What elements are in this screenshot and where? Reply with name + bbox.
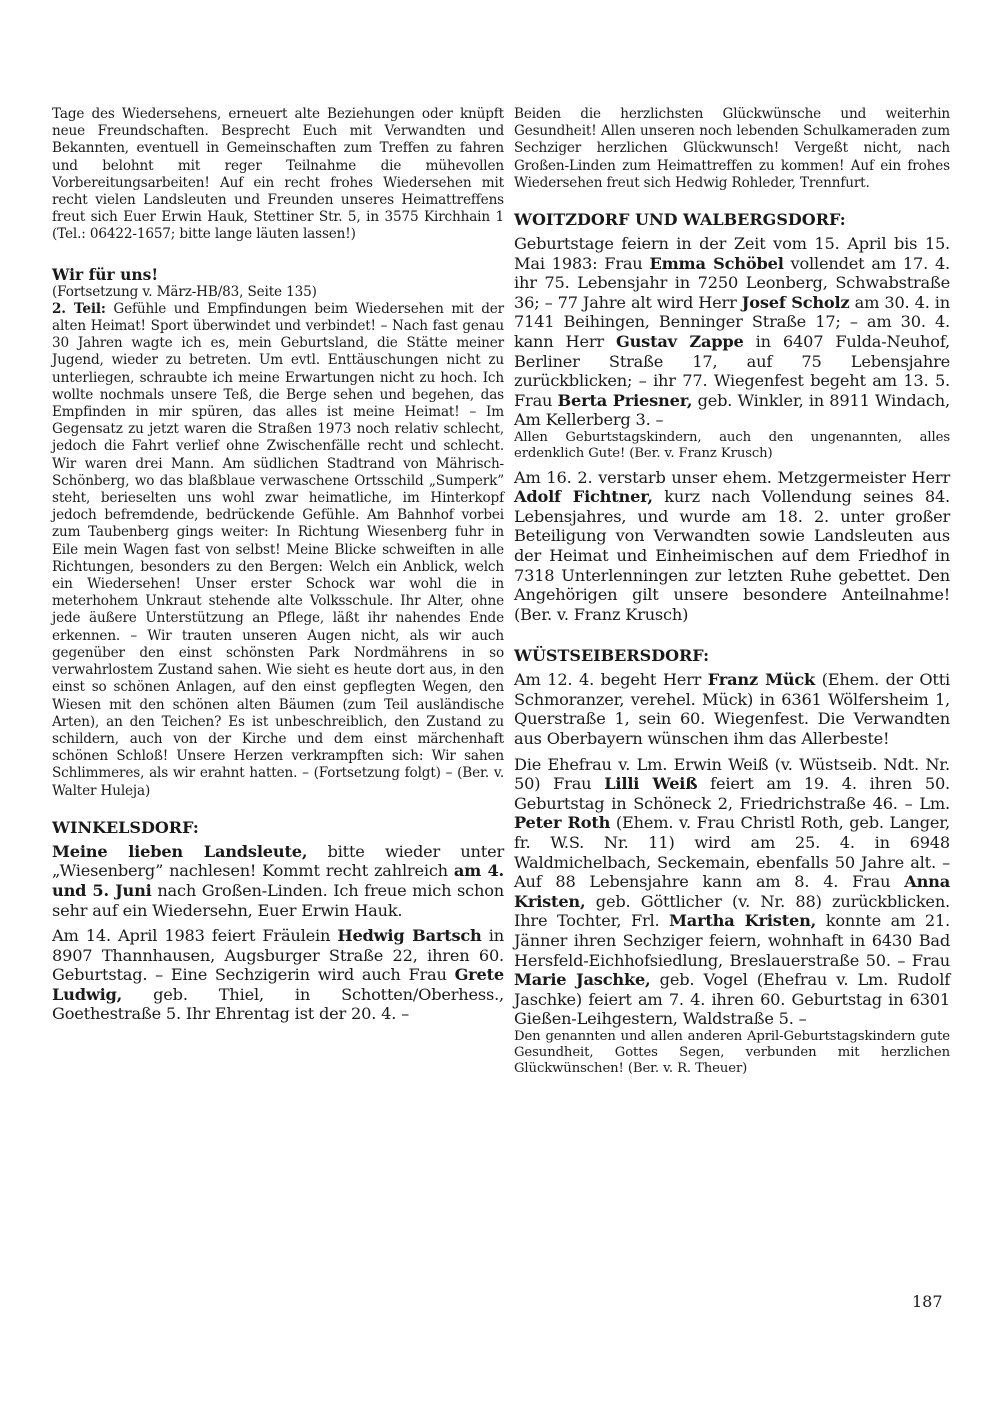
- left-column: [52, 106, 504, 1024]
- person-name: Franz Mück: [707, 670, 816, 690]
- text-span: nach Großen-Linden. Ich freue mich schon sehr auf ein Wiedersehn, Euer Erwin Hauk.: [52, 880, 504, 920]
- wuestseibersdorf-greeting: Den genannten und allen anderen April-Geburtstagskindern gute Gesundheit, Gottes Segen, verbunden mit herzlichen Glückwünschen! (Ber. v. R. Theuer): [514, 1028, 950, 1076]
- person-name: Lilli Weiß: [604, 774, 698, 794]
- winkelsdorf-paragraph-2: [52, 926, 504, 1024]
- person-name: Berta Priesner,: [557, 390, 693, 410]
- text-span: Geburtstage feiern in der Zeit vom 15. April bis 15. Mai 1983: Frau: [514, 234, 950, 273]
- wuestseibersdorf-paragraph-1: [514, 670, 950, 748]
- person-name: Gustav Zappe: [615, 331, 744, 351]
- article-text: Gefühle und Empfindungen beim Wiedersehen mit der alten Heimat! Sport überwindet und verbindet! – Nach fast genau 30 Jahren wagte ich es, mein Geburtsland, die Stätte meiner Jugend, wieder zu betreten. Um evtl. Enttäuschungen nicht zu unterliegen, schraubte ich meine Erwartungen nicht zu hoch. Ich wollte nochmals unsere Teß, die Berge sehen und begehen, das Empfinden in mir spüren, das alles ist meine Heimat! – Im Gegensatz zu jetzt waren die Straßen 1973 noch relativ schlecht, jedoch die Fahrt verlief ohne Zwischenfälle recht und schlecht. Wir waren drei Mann. Am südlichen Stadtrand von Mährisch-Schönberg, wo das blaßblaue verwaschene Ortsschild „Sumperk” steht, berieselten uns wohl zwar heimatliche, im Hinterkopf jedoch befremdende, bedrückende Gefühle. Am Bahnhof vorbei zum Taubenberg gings weiter: In Richtung Wiesenberg fuhr in Eile mein Wagen fast von selbst! Meine Blicke schweiften in alle Richtungen, besonders zu den Bergen: Welch ein Anblick, welch ein Wiedersehen! Unser erster Schock war wohl die in meterhohem Unkraut stehende alte Volksschule. Ihr Alter, ohne jede äußere Unterstützung an Pflege, läßt ihr nahendes Ende erkennen. – Wir trauten unseren Augen nicht, als wir auch gegenüber den einst schönsten Park Nordmährens in so verwahrlostem Zustand sahen. Wie sieht es heute dort aus, in den einst so schönen Anlagen, auf den einst gepflegten Wegen, den Wiesen mit den schönen alten Bäumen (zum Teil ausländische Arten), an den Teichen? Es ist unbeschreiblich, den Zustand zu schildern, auch von der Kirche und dem einst märchenhaft schönen Schloß! Unsere Herzen verkrampften sich: Wir sahen Schlimmeres, als wir erahnt hatten. – (Fortsetzung folgt) – (Ber. v. Walter Huleja): [52, 300, 504, 799]
- text-span: (Ehem. v. Frau Christl Roth, geb. Langer, fr. W.S. Nr. 11) wird am 25. 4. in 6948 Waldmichelbach, Seckemain, ebenfalls 50 Jahre alt. – Auf 88 Lebensjahre kann am 8. 4. Frau: [514, 813, 950, 892]
- page-number: 187: [912, 1292, 943, 1311]
- person-name: Marie Jaschke,: [514, 970, 651, 990]
- text-span: (Ehem. der Otti Schmoranzer, verehel. Mück) in 6361 Wölfersheim 1, Querstraße 1, sein 60. Wiegenfest. Die Verwandten aus Oberbayern wünschen ihm das Allerbeste!: [514, 670, 950, 749]
- text-span: geb. Winkler, in 8911 Windach, Am Kellerberg 3. –: [514, 390, 950, 430]
- text-span: vollendet am 17. 4. ihr 75. Lebensjahr in 7250 Leonberg, Schwabstraße 36; – 77 Jahre alt wird Herr: [514, 253, 950, 312]
- woitzdorf-greeting: Allen Geburtstagskindern, auch den ungenannten, alles erdenklich Gute! (Ber. v. Franz Krusch): [514, 429, 950, 461]
- text-span: am 30. 4. in 7141 Beihingen, Benninger Straße 17; – am 30. 4. kann Herr: [514, 292, 950, 351]
- person-name: Adolf Fichtner,: [514, 487, 653, 507]
- text-span: geb. Vogel (Ehefrau v. Lm. Rudolf Jaschke) feiert am 7. 4. ihren 60. Geburtstag in 6301 Gießen-Leihgestern, Waldstraße 5. –: [514, 970, 950, 1029]
- section-heading-woitzdorf: WOITZDORF UND WALBERGSDORF:: [514, 210, 846, 230]
- bold-date: am 4. und 5. Juni: [52, 861, 504, 900]
- text-span: kurz nach Vollendung seines 84. Lebensjahres, und wurde am 18. 2. unter großer Beteiligung von Verwandten sowie Landsleuten aus der Heimat und Einheimischen auf dem Friedhof in 7318 Unterlenningen zur letzten Ruhe gebettet. Den Angehörigen gilt unsere besondere Anteilnahme! (Ber. v. Franz Krusch): [514, 487, 950, 624]
- person-name: Hedwig Bartsch: [337, 926, 482, 946]
- text-span: geb. Göttlicher (v. Nr. 88) zurückblicken. Ihre Tochter, Frl.: [514, 891, 950, 931]
- intro-paragraph: Tage des Wiedersehens, erneuert alte Beziehungen oder knüpft neue Freundschaften. Besprecht Euch mit Verwandten und Bekannten, eventuell in Gemeinschaften zum Treffen zu fahren und belohnt mit reger Teilnahme die mühevollen Vorbereitungsarbeiten! Auf ein recht frohes Wiedersehen mit recht vielen Landsleuten und Freunden unseres Heimattreffens freut sich Euer Erwin Hauk, Stettiner Str. 5, in 3575 Kirchhain 1 (Tel.: 06422-1657; bitte lange läuten lassen!): [52, 106, 504, 243]
- bold-greeting: Meine lieben Landsleute,: [52, 841, 308, 861]
- article-body: [52, 301, 504, 800]
- text-span: Am 12. 4. begeht Herr: [514, 670, 708, 690]
- section-heading-wuestseibersdorf: WÜSTSEIBERSDORF:: [514, 646, 709, 666]
- person-name: Peter Roth: [514, 813, 611, 833]
- person-name: Emma Schöbel: [649, 253, 784, 273]
- text-span: in 8907 Thannhausen, Augsburger Straße 22, ihren 60. Geburtstag. – Eine Sechzigerin wird auch Frau: [52, 926, 504, 985]
- article-continuation-note: (Fortsetzung v. März-HB/83, Seite 135): [52, 283, 317, 300]
- person-name: Grete Ludwig,: [52, 965, 504, 1004]
- text-span: konnte am 21. Jänner ihren Sechziger feiern, wohnhaft in 6430 Bad Hersfeld-Eichhofsiedlung, Breslauerstraße 50. – Frau: [514, 911, 950, 970]
- right-column: [514, 106, 950, 1076]
- text-span: Die Ehefrau v. Lm. Erwin Weiß (v. Wüstseib. Ndt. Nr. 50) Frau: [514, 754, 950, 794]
- text-span: Am 16. 2. verstarb unser ehem. Metzgermeister Herr: [514, 467, 950, 487]
- woitzdorf-paragraph-1: [514, 234, 950, 430]
- text-span: bitte wieder unter „Wiesenberg” nachlesen! Kommt recht zahlreich: [52, 841, 505, 881]
- text-span: feiert am 19. 4. ihren 50. Geburtstag in Schöneck 2, Friedrichstraße 46. – Lm.: [514, 774, 950, 813]
- article-title: Wir für uns!: [52, 264, 159, 284]
- person-name: Josef Scholz: [741, 292, 850, 312]
- person-name: Anna Kristen,: [514, 872, 950, 911]
- text-span: Am 14. April 1983 feiert Fräulein: [52, 926, 338, 946]
- winkelsdorf-paragraph-1: [52, 842, 504, 920]
- section-heading-winkelsdorf: WINKELSDORF:: [52, 817, 199, 837]
- person-name: Martha Kristen,: [669, 911, 817, 931]
- right-intro-paragraph: Beiden die herzlichsten Glückwünsche und weiterhin Gesundheit! Allen unseren noch lebenden Schulkameraden zum Sechziger herzlichen Glückwunsch! Vergeßt nicht, nach Großen-Linden zum Heimattreffen zu kommen! Auf ein frohes Wiedersehen freut sich Hedwig Rohleder, Trennfurt.: [514, 106, 950, 191]
- text-span: in 6407 Fulda-Neuhof, Berliner Straße 17, auf 75 Lebensjahre zurückblicken; – ihr 77. Wiegenfest begeht am 13. 5. Frau: [514, 331, 950, 410]
- text-span: geb. Thiel, in Schotten/Oberhess., Goethestraße 5. Ihr Ehrentag ist der 20. 4. –: [52, 984, 504, 1024]
- article-part-label: 2. Teil:: [52, 300, 106, 317]
- wuestseibersdorf-paragraph-2: [514, 755, 950, 1029]
- woitzdorf-paragraph-2: [514, 468, 950, 625]
